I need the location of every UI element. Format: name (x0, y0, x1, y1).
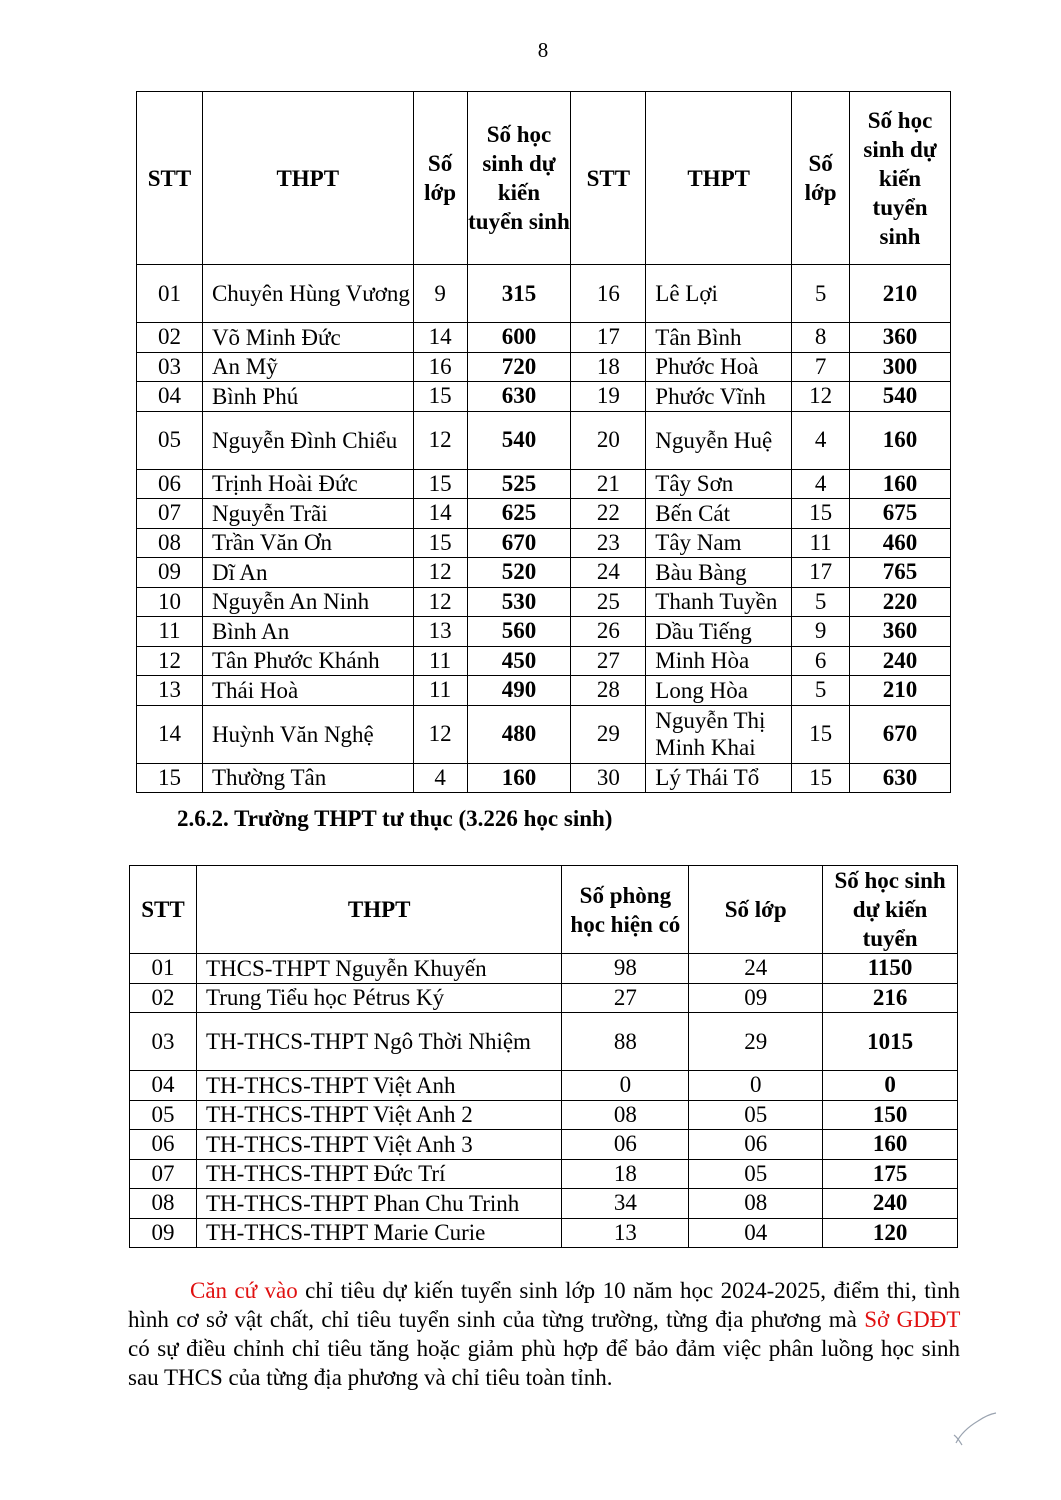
table-cell: Lê Lợi (646, 265, 792, 323)
header-cell: Số lớp (689, 866, 823, 954)
table-cell: 09 (137, 558, 203, 588)
table-cell: 1015 (823, 1013, 958, 1071)
table-cell: 15 (137, 763, 203, 793)
header-cell: THPT (202, 92, 413, 265)
table-cell: 88 (562, 1013, 689, 1071)
table-cell: Nguyễn Thị Minh Khai (646, 705, 792, 763)
table-row (130, 1013, 958, 1071)
table-cell: 30 (571, 763, 646, 793)
table-row (137, 646, 951, 676)
table-cell: TH-THCS-THPT Đức Trí (196, 1159, 561, 1189)
table-cell: 360 (850, 617, 951, 647)
highlight-text: Sở GDĐT (864, 1307, 960, 1332)
table-cell: 28 (571, 676, 646, 706)
table-cell: Bình Phú (202, 382, 413, 412)
table-cell: TH-THCS-THPT Ngô Thời Nhiệm (196, 1013, 561, 1071)
table-row (130, 1130, 958, 1160)
section-heading: 2.6.2. Trường THPT tư thục (3.226 học sinh) (177, 806, 613, 831)
table-cell: 540 (850, 382, 951, 412)
table-row (130, 1100, 958, 1130)
table-cell: 15 (792, 705, 850, 763)
table-cell: 18 (562, 1159, 689, 1189)
table-header-row (137, 92, 951, 265)
table-cell: Tân Phước Khánh (202, 646, 413, 676)
table-cell: 540 (467, 411, 571, 469)
table-cell: 27 (562, 983, 689, 1013)
table-cell: 4 (413, 763, 467, 793)
table-cell: 15 (792, 763, 850, 793)
table-cell: 03 (137, 352, 203, 382)
header-cell: Số lớp (413, 92, 467, 265)
table-cell: 03 (130, 1013, 197, 1071)
table-cell: 450 (467, 646, 571, 676)
table-row (130, 983, 958, 1013)
table-cell: 19 (571, 382, 646, 412)
paragraph-text (128, 1276, 960, 1392)
header-cell: Số lớp (792, 92, 850, 265)
table-cell: 675 (850, 499, 951, 529)
table-row (137, 617, 951, 647)
table-row (137, 352, 951, 382)
table-cell: 25 (571, 587, 646, 617)
table-cell: Nguyễn Trãi (202, 499, 413, 529)
table-cell: 15 (413, 528, 467, 558)
table-cell: 05 (130, 1100, 197, 1130)
table-row (137, 587, 951, 617)
table-cell: 06 (689, 1130, 823, 1160)
table-cell: 240 (850, 646, 951, 676)
table-cell: 625 (467, 499, 571, 529)
table-cell: TH-THCS-THPT Việt Anh 2 (196, 1100, 561, 1130)
table-cell: THCS-THPT Nguyễn Khuyến (196, 954, 561, 984)
page-number: 8 (537, 38, 549, 62)
table-cell: 600 (467, 323, 571, 353)
table-row (130, 1071, 958, 1101)
table-cell: Lý Thái Tổ (646, 763, 792, 793)
table-cell: 06 (130, 1130, 197, 1160)
table-cell: 8 (792, 323, 850, 353)
table-cell: 08 (689, 1189, 823, 1219)
table-cell: 17 (792, 558, 850, 588)
table-cell: 160 (850, 469, 951, 499)
table-row (137, 499, 951, 529)
table-cell: 02 (137, 323, 203, 353)
header-cell: Số học sinh dự kiến tuyển sinh (850, 92, 951, 265)
table-cell: 14 (413, 323, 467, 353)
table-row (137, 469, 951, 499)
table-cell: 26 (571, 617, 646, 647)
table-cell: 05 (137, 411, 203, 469)
table-cell: 13 (413, 617, 467, 647)
table-cell: 11 (413, 646, 467, 676)
table-cell: 4 (792, 469, 850, 499)
table-cell: 12 (413, 705, 467, 763)
signature-mark (950, 1405, 998, 1447)
table-cell: 34 (562, 1189, 689, 1219)
table-row (137, 705, 951, 763)
table-cell: Nguyễn An Ninh (202, 587, 413, 617)
table-cell: 23 (571, 528, 646, 558)
table-cell: Phước Hoà (646, 352, 792, 382)
table-cell: 04 (130, 1071, 197, 1101)
table-cell: 04 (137, 382, 203, 412)
table-cell: 14 (413, 499, 467, 529)
body-text: chỉ tiêu dự kiến tuyển sinh lớp 10 năm học 2024-2025, điểm thi, tình hình cơ sở vật chất, chỉ tiêu tuyển sinh của từng trường, từng địa phương mà (128, 1278, 960, 1332)
table-cell: 11 (137, 617, 203, 647)
table-cell: TH-THCS-THPT Việt Anh (196, 1071, 561, 1101)
table-cell: 0 (823, 1071, 958, 1101)
table-cell: 360 (850, 323, 951, 353)
table-cell: 07 (137, 499, 203, 529)
table-row (137, 265, 951, 323)
table-cell: 525 (467, 469, 571, 499)
table-cell: Trung Tiểu học Pétrus Ký (196, 983, 561, 1013)
header-cell: STT (130, 866, 197, 954)
table-cell: 12 (792, 382, 850, 412)
table-cell: TH-THCS-THPT Phan Chu Trinh (196, 1189, 561, 1219)
table-cell: TH-THCS-THPT Việt Anh 3 (196, 1130, 561, 1160)
table-cell: Thái Hoà (202, 676, 413, 706)
table-cell: 216 (823, 983, 958, 1013)
table-row (137, 382, 951, 412)
table-cell: Long Hòa (646, 676, 792, 706)
table-cell: 15 (413, 469, 467, 499)
table-cell: 5 (792, 265, 850, 323)
table-row (137, 676, 951, 706)
table-cell: 520 (467, 558, 571, 588)
table-cell: 09 (130, 1218, 197, 1248)
table-cell: 1150 (823, 954, 958, 984)
table-cell: Nguyễn Huệ (646, 411, 792, 469)
table-cell: 22 (571, 499, 646, 529)
table-row (130, 1159, 958, 1189)
table-cell: 02 (130, 983, 197, 1013)
table-cell: 05 (689, 1159, 823, 1189)
header-cell: THPT (196, 866, 561, 954)
table-cell: 9 (413, 265, 467, 323)
table-cell: 12 (413, 587, 467, 617)
table-cell: 175 (823, 1159, 958, 1189)
table-cell: 10 (137, 587, 203, 617)
table-cell: Bàu Bàng (646, 558, 792, 588)
table-cell: Nguyễn Đình Chiểu (202, 411, 413, 469)
table-cell: Dĩ An (202, 558, 413, 588)
table-cell: Tây Sơn (646, 469, 792, 499)
table-cell: Phước Vĩnh (646, 382, 792, 412)
table-cell: 04 (689, 1218, 823, 1248)
table-cell: 12 (413, 411, 467, 469)
table-cell: 12 (137, 646, 203, 676)
table-cell: 630 (850, 763, 951, 793)
table-cell: Huỳnh Văn Nghệ (202, 705, 413, 763)
table-cell: 300 (850, 352, 951, 382)
table-cell: 160 (823, 1130, 958, 1160)
table-cell: Minh Hòa (646, 646, 792, 676)
header-cell: Số phòng học hiện có (562, 866, 689, 954)
table-cell: 670 (850, 705, 951, 763)
table-cell: 5 (792, 587, 850, 617)
table-cell: 670 (467, 528, 571, 558)
table-cell: 210 (850, 676, 951, 706)
table-cell: 13 (562, 1218, 689, 1248)
table-cell: 12 (413, 558, 467, 588)
table-cell: 160 (467, 763, 571, 793)
body-text: có sự điều chỉnh chỉ tiêu tăng hoặc giảm phù hợp để bảo đảm việc phân luồng học sinh sau THCS của từng địa phương và chỉ tiêu toàn tỉnh. (128, 1336, 960, 1390)
table-row (137, 763, 951, 793)
table-cell: 5 (792, 676, 850, 706)
table-cell: 480 (467, 705, 571, 763)
table-cell: 530 (467, 587, 571, 617)
table-cell: 01 (137, 265, 203, 323)
table-cell: Dầu Tiếng (646, 617, 792, 647)
table-cell: 160 (850, 411, 951, 469)
table-cell: Thường Tân (202, 763, 413, 793)
table-row (137, 558, 951, 588)
table-cell: Thanh Tuyền (646, 587, 792, 617)
table-cell: 09 (689, 983, 823, 1013)
table-cell: 16 (413, 352, 467, 382)
table-row (137, 323, 951, 353)
table-cell: Trần Văn Ơn (202, 528, 413, 558)
table-cell: 210 (850, 265, 951, 323)
table-cell: Tây Nam (646, 528, 792, 558)
conclusion-paragraph (128, 1276, 960, 1392)
table-cell: 21 (571, 469, 646, 499)
table-cell: 16 (571, 265, 646, 323)
table-cell: 24 (689, 954, 823, 984)
table-cell: 13 (137, 676, 203, 706)
highlight-text: Căn cứ vào (190, 1278, 298, 1303)
table-cell: 7 (792, 352, 850, 382)
table-cell: 315 (467, 265, 571, 323)
table-cell: 6 (792, 646, 850, 676)
table-row (130, 1218, 958, 1248)
table-cell: 29 (689, 1013, 823, 1071)
table-cell: 0 (689, 1071, 823, 1101)
table-row (137, 411, 951, 469)
header-cell: STT (137, 92, 203, 265)
table-cell: Tân Bình (646, 323, 792, 353)
table-cell: 220 (850, 587, 951, 617)
table-cell: 98 (562, 954, 689, 984)
public-schools-table (136, 91, 951, 793)
table-cell: 240 (823, 1189, 958, 1219)
header-cell: STT (571, 92, 646, 265)
table-cell: 765 (850, 558, 951, 588)
table-cell: 150 (823, 1100, 958, 1130)
table-cell: 08 (130, 1189, 197, 1219)
header-cell: Số học sinh dự kiến tuyển sinh (467, 92, 571, 265)
table-cell: 27 (571, 646, 646, 676)
table-cell: 06 (137, 469, 203, 499)
table-cell: 18 (571, 352, 646, 382)
table-cell: 05 (689, 1100, 823, 1130)
table-cell: 490 (467, 676, 571, 706)
table-cell: 08 (137, 528, 203, 558)
table-row (137, 528, 951, 558)
header-cell: THPT (646, 92, 792, 265)
table-row (130, 1189, 958, 1219)
table-cell: An Mỹ (202, 352, 413, 382)
table-cell: 08 (562, 1100, 689, 1130)
table-cell: 17 (571, 323, 646, 353)
table-cell: 0 (562, 1071, 689, 1101)
table-cell: 07 (130, 1159, 197, 1189)
table-cell: 460 (850, 528, 951, 558)
table-cell: 01 (130, 954, 197, 984)
table-cell: Chuyên Hùng Vương (202, 265, 413, 323)
table-cell: 560 (467, 617, 571, 647)
table-cell: 9 (792, 617, 850, 647)
table-cell: 720 (467, 352, 571, 382)
table-cell: 24 (571, 558, 646, 588)
table-cell: Trịnh Hoài Đức (202, 469, 413, 499)
table-cell: Bến Cát (646, 499, 792, 529)
table-cell: Võ Minh Đức (202, 323, 413, 353)
header-cell: Số học sinh dự kiến tuyển (823, 866, 958, 954)
table-row (130, 954, 958, 984)
table-cell: 15 (413, 382, 467, 412)
table-cell: 11 (413, 676, 467, 706)
table-cell: Bình An (202, 617, 413, 647)
table-cell: 20 (571, 411, 646, 469)
table-cell: 14 (137, 705, 203, 763)
table-cell: 4 (792, 411, 850, 469)
table-cell: 120 (823, 1218, 958, 1248)
table-cell: 11 (792, 528, 850, 558)
table-cell: TH-THCS-THPT Marie Curie (196, 1218, 561, 1248)
private-schools-table (129, 865, 958, 1248)
table-cell: 630 (467, 382, 571, 412)
table-cell: 29 (571, 705, 646, 763)
table-header-row (130, 866, 958, 954)
table-cell: 15 (792, 499, 850, 529)
table-cell: 06 (562, 1130, 689, 1160)
